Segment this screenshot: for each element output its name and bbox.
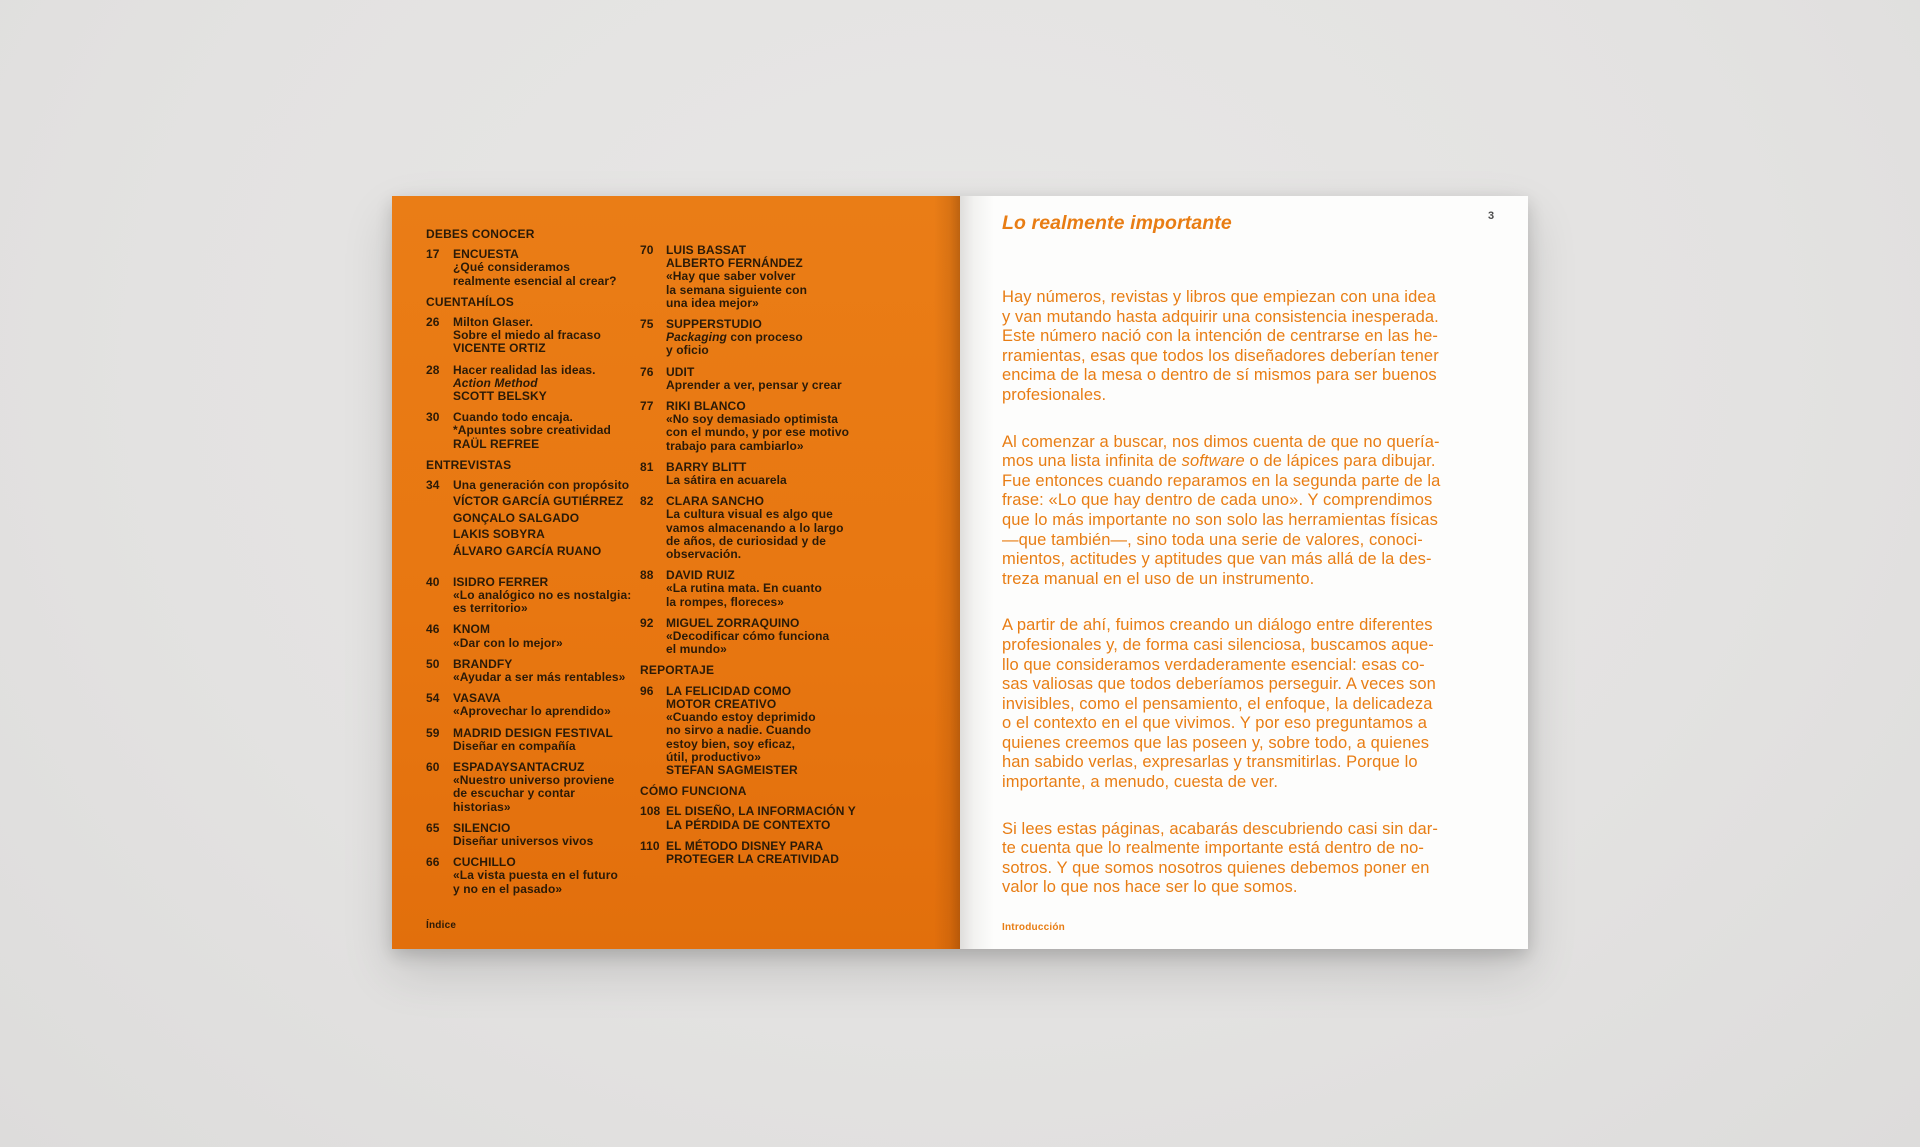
toc-footer-label: Índice	[426, 920, 457, 931]
toc-entry-line	[453, 835, 632, 848]
toc-entry-number: 30	[426, 410, 440, 425]
text-segment: Una generación con propósito	[453, 478, 630, 493]
text-segment: vamos almacenando a lo largo	[666, 520, 844, 535]
toc-entry-lines	[453, 727, 632, 753]
toc-entry-line	[453, 512, 632, 525]
text-segment: han sabido verlas, expresarlas y transmitirlas. Porque lo	[1002, 753, 1418, 772]
text-segment: Action Method	[453, 375, 538, 390]
text-segment: sotros. Y que somos nosotros quienes debemos poner en	[1002, 858, 1430, 877]
text-segment: ÁLVARO GARCÍA RUANO	[453, 543, 602, 558]
text-segment: la semana siguiente con	[666, 282, 808, 297]
text-segment: Cuando todo encaja.	[453, 410, 573, 425]
text-segment: que lo más importante no son solo las herramientas físicas	[1002, 510, 1438, 529]
toc-entry	[426, 576, 632, 616]
text-segment: SUPPERSTUDIO	[666, 317, 762, 332]
toc-entry-lines	[453, 623, 632, 649]
text-segment: Al comenzar a buscar, nos dimos cuenta de que no quería-	[1002, 432, 1440, 451]
text-segment: útil, productivo»	[666, 749, 762, 764]
toc-entry-line	[666, 819, 870, 832]
toc-entry-line	[666, 379, 870, 392]
toc-entry-lines	[666, 244, 870, 310]
toc-entry-number: 40	[426, 574, 440, 589]
toc-section-heading: CÓMO FUNCIONA	[640, 784, 747, 799]
text-segment: ¿Qué consideramos	[453, 260, 571, 275]
toc-entry-line	[453, 705, 632, 718]
text-segment: LA FELICIDAD COMO	[666, 683, 792, 698]
toc-entry-line	[666, 548, 870, 561]
toc-column-1	[426, 228, 632, 904]
toc-entry-number: 75	[640, 317, 654, 332]
toc-entry-number: 60	[426, 760, 440, 775]
toc-entry-number: 88	[640, 568, 654, 583]
intro-paragraph	[1002, 288, 1482, 406]
text-segment: observación.	[666, 547, 742, 562]
text-segment: y oficio	[666, 343, 709, 358]
toc-entry-line	[453, 637, 632, 650]
toc-entry-line	[666, 764, 870, 777]
intro-paragraph	[1002, 820, 1482, 898]
toc-entry	[426, 364, 632, 404]
toc-entry	[640, 685, 870, 777]
toc-entry-lines	[453, 692, 632, 718]
text-segment: rramientas, esas que todos los diseñadores deberían tener	[1002, 346, 1439, 365]
toc-entry-lines	[453, 316, 632, 356]
text-segment: Sobre el miedo al fracaso	[453, 328, 601, 343]
text-segment: «No soy demasiado optimista	[666, 412, 839, 427]
text-segment: DAVID RUIZ	[666, 568, 735, 583]
text-segment: ENCUESTA	[453, 247, 519, 262]
toc-entry	[640, 244, 870, 310]
text-segment: profesionales.	[1002, 385, 1107, 404]
toc-entry-lines	[666, 461, 870, 487]
toc-entry-number: 66	[426, 855, 440, 870]
toc-entry-line	[666, 440, 870, 453]
toc-entry-line	[666, 596, 870, 609]
toc-entry-number: 76	[640, 364, 654, 379]
text-segment: Packaging	[666, 330, 727, 345]
toc-entry-number: 65	[426, 820, 440, 835]
toc-entry-line	[666, 643, 870, 656]
text-segment: ALBERTO FERNÁNDEZ	[666, 256, 803, 271]
toc-entry	[426, 761, 632, 814]
toc-entry	[640, 805, 870, 831]
text-segment: «Nuestro universo proviene	[453, 773, 615, 788]
text-segment: mientos, actitudes y aptitudes que van más allá de la des-	[1002, 550, 1432, 569]
text-segment: no sirvo a nadie. Cuando	[666, 723, 812, 738]
toc-entry-line	[453, 883, 632, 896]
text-segment: o el contexto en el que vivimos. Y por eso preguntamos a	[1002, 714, 1428, 733]
text-segment: sas valiosas que todos deberíamos perseguir. A veces son	[1002, 675, 1436, 694]
text-segment: Diseñar en compañía	[453, 738, 576, 753]
toc-entry	[426, 727, 632, 753]
toc-entry-lines	[666, 366, 870, 392]
page-title: Lo realmente importante	[1002, 212, 1232, 234]
toc-entry-line	[453, 390, 632, 403]
text-segment: ISIDRO FERRER	[453, 574, 549, 589]
text-segment: o de lápices para dibujar.	[1244, 452, 1436, 471]
toc-entry-line	[453, 545, 632, 558]
text-segment: «Ayudar a ser más rentables»	[453, 670, 626, 685]
text-segment: MADRID DESIGN FESTIVAL	[453, 725, 613, 740]
toc-section-heading: ENTREVISTAS	[426, 457, 512, 472]
toc-entry-number: 108	[640, 804, 661, 819]
text-segment: treza manual en el uso de un instrumento.	[1002, 569, 1315, 588]
text-segment: Aprender a ver, pensar y crear	[666, 377, 842, 392]
text-segment: frase: «Lo que hay dentro de cada uno». Y comprendimos	[1002, 491, 1433, 510]
text-segment: MIGUEL ZORRAQUINO	[666, 615, 800, 630]
text-segment: —que también—, sino toda una serie de valores, conoci-	[1002, 530, 1423, 549]
text-segment: Fue entonces cuando reparamos en la segunda parte de la	[1002, 471, 1441, 490]
toc-section-heading: CUENTAHÍLOS	[426, 294, 514, 309]
toc-section-heading: DEBES CONOCER	[426, 227, 535, 241]
text-segment: de escuchar y contar historias»	[453, 786, 576, 814]
toc-entry-line	[666, 297, 870, 310]
toc-entry-number: 28	[426, 362, 440, 377]
toc-column-2	[640, 244, 870, 874]
toc-entry-number: 26	[426, 315, 440, 330]
toc-entry	[640, 366, 870, 392]
text-segment: realmente esencial al crear?	[453, 273, 617, 288]
text-segment: SILENCIO	[453, 820, 511, 835]
toc-entry-line	[453, 671, 632, 684]
text-segment: «Lo analógico no es nostalgia:	[453, 588, 632, 603]
toc-entry-lines	[666, 805, 870, 831]
toc-entry	[640, 400, 870, 453]
text-segment: encima de la mesa o dentro de sí mismos para ser buenos	[1002, 366, 1437, 385]
text-segment: ESPADAYSANTACRUZ	[453, 760, 585, 775]
toc-entry	[640, 495, 870, 561]
toc-page	[392, 196, 960, 949]
toc-entry-lines	[453, 856, 632, 896]
text-segment: LA PÉRDIDA DE CONTEXTO	[666, 817, 831, 832]
text-segment: Este número nació con la intención de centrarse en las he-	[1002, 327, 1438, 346]
text-segment: «La rutina mata. En cuanto	[666, 581, 822, 596]
text-segment: STEFAN SAGMEISTER	[666, 762, 798, 777]
intro-page	[960, 196, 1528, 949]
toc-entry-line	[666, 344, 870, 357]
text-segment: A partir de ahí, fuimos creando un diálogo entre diferentes	[1002, 616, 1433, 635]
toc-entry	[640, 617, 870, 657]
text-segment: GONÇALO SALGADO	[453, 510, 580, 525]
text-segment: *Apuntes sobre creatividad	[453, 423, 611, 438]
text-segment: llo que consideramos verdaderamente esencial: esas co-	[1002, 655, 1425, 674]
text-segment: EL MÉTODO DISNEY PARA	[666, 838, 824, 853]
page-number: 3	[1488, 210, 1495, 222]
toc-entry-number: 92	[640, 615, 654, 630]
text-segment: quienes creemos que las poseen y, sobre todo, a quienes	[1002, 733, 1430, 752]
toc-entry-line	[453, 602, 632, 615]
text-segment: BARRY BLITT	[666, 459, 747, 474]
toc-entry-lines	[666, 569, 870, 609]
toc-entry-line	[453, 787, 632, 813]
text-segment: VICENTE ORTIZ	[453, 341, 546, 356]
toc-entry	[426, 822, 632, 848]
text-segment: RAÜL REFREE	[453, 436, 540, 451]
intro-paragraph	[1002, 616, 1482, 792]
text-segment: Milton Glaser.	[453, 315, 534, 330]
toc-entry	[426, 411, 632, 451]
toc-entry	[426, 479, 632, 558]
text-segment: KNOM	[453, 622, 491, 637]
text-segment: y van mutando hasta adquirir una consistencia inesperada.	[1002, 307, 1439, 326]
text-segment: software	[1181, 452, 1245, 471]
text-segment: con el mundo, y por ese motivo	[666, 425, 850, 440]
toc-entry-line	[453, 479, 632, 492]
text-segment: el mundo»	[666, 642, 727, 657]
toc-entry-number: 50	[426, 656, 440, 671]
text-segment: «Dar con lo mejor»	[453, 635, 563, 650]
intro-body	[1002, 288, 1482, 925]
text-segment: RIKI BLANCO	[666, 399, 746, 414]
toc-entry-line	[453, 342, 632, 355]
toc-entry-number: 59	[426, 725, 440, 740]
text-segment: LAKIS SOBYRA	[453, 527, 545, 542]
toc-entry-line	[666, 474, 870, 487]
text-segment: EL DISEÑO, LA INFORMACIÓN Y	[666, 804, 856, 819]
text-segment: CUCHILLO	[453, 855, 516, 870]
text-segment: UDIT	[666, 364, 695, 379]
text-segment: importante, a menudo, cuesta de ver.	[1002, 773, 1279, 792]
text-segment: con proceso	[726, 330, 803, 345]
toc-entry-line	[666, 853, 870, 866]
toc-entry-number: 46	[426, 622, 440, 637]
toc-entry-lines	[453, 411, 632, 451]
text-segment: BRANDFY	[453, 656, 513, 671]
text-segment: Hay números, revistas y libros que empiezan con una idea	[1002, 288, 1436, 306]
text-segment: de años, de curiosidad y de	[666, 533, 827, 548]
toc-entry-lines	[453, 479, 632, 558]
text-segment: «Decodificar cómo funciona	[666, 629, 830, 644]
toc-entry-lines	[666, 400, 870, 453]
text-segment: La sátira en acuarela	[666, 473, 787, 488]
intro-footer-label: Introducción	[1002, 922, 1065, 933]
text-segment: MOTOR CREATIVO	[666, 696, 777, 711]
text-segment: PROTEGER LA CREATIVIDAD	[666, 851, 839, 866]
toc-entry-line	[453, 275, 632, 288]
toc-entry-line	[453, 438, 632, 451]
text-segment: LUIS BASSAT	[666, 243, 747, 257]
text-segment: mos una lista infinita de	[1002, 452, 1182, 471]
toc-entry-lines	[666, 318, 870, 358]
toc-entry-line	[453, 495, 632, 508]
text-segment: SCOTT BELSKY	[453, 389, 547, 404]
text-segment: CLARA SANCHO	[666, 494, 765, 509]
text-segment: profesionales y, de forma casi silenciosa, buscamos aque-	[1002, 635, 1434, 654]
text-segment: VÍCTOR GARCÍA GUTIÉRREZ	[453, 494, 624, 509]
toc-entry	[426, 856, 632, 896]
text-segment: La cultura visual es algo que	[666, 507, 833, 522]
text-segment: Diseñar universos vivos	[453, 834, 594, 849]
text-segment: y no en el pasado»	[453, 881, 563, 896]
text-segment: «Hay que saber volver	[666, 269, 796, 284]
text-segment: VASAVA	[453, 691, 501, 706]
toc-entry-lines	[453, 658, 632, 684]
toc-entry-number: 70	[640, 243, 654, 257]
toc-entry-number: 81	[640, 459, 654, 474]
toc-entry-lines	[666, 840, 870, 866]
text-segment: Hacer realidad las ideas.	[453, 362, 596, 377]
toc-entry-number: 54	[426, 691, 440, 706]
toc-entry-number: 17	[426, 247, 440, 262]
text-segment: trabajo para cambiarlo»	[666, 438, 804, 453]
toc-entry-number: 82	[640, 494, 654, 509]
book-spread	[392, 196, 1528, 949]
text-segment: «Aprovechar lo aprendido»	[453, 704, 611, 719]
toc-entry	[640, 840, 870, 866]
toc-section-heading: REPORTAJE	[640, 663, 715, 678]
text-segment: una idea mejor»	[666, 295, 759, 310]
text-segment: valor lo que nos hace ser lo que somos.	[1002, 878, 1298, 897]
toc-entry	[640, 318, 870, 358]
toc-entry-lines	[666, 617, 870, 657]
toc-entry-line	[453, 740, 632, 753]
toc-entry	[426, 248, 632, 288]
toc-entry-number: 96	[640, 683, 654, 698]
toc-entry	[640, 569, 870, 609]
text-segment: «Cuando estoy deprimido	[666, 710, 816, 725]
toc-entry-number: 77	[640, 399, 654, 414]
toc-entry-lines	[453, 761, 632, 814]
text-segment: la rompes, floreces»	[666, 594, 785, 609]
toc-entry-number: 110	[640, 838, 660, 853]
toc-entry	[426, 658, 632, 684]
text-segment: es territorio»	[453, 601, 528, 616]
text-segment: estoy bien, soy eficaz,	[666, 736, 796, 751]
toc-entry	[426, 623, 632, 649]
toc-entry-lines	[453, 822, 632, 848]
toc-entry-line	[453, 528, 632, 541]
toc-entry	[426, 692, 632, 718]
text-segment: «La vista puesta en el futuro	[453, 868, 618, 883]
toc-entry-number: 34	[426, 478, 440, 493]
toc-entry-lines	[453, 364, 632, 404]
text-segment: te cuenta que lo realmente importante está dentro de no-	[1002, 839, 1425, 858]
toc-entry	[426, 316, 632, 356]
toc-entry-lines	[666, 685, 870, 777]
toc-entry-lines	[666, 495, 870, 561]
text-segment: Si lees estas páginas, acabarás descubriendo casi sin dar-	[1002, 819, 1438, 838]
toc-entry	[640, 461, 870, 487]
intro-paragraph	[1002, 433, 1482, 590]
toc-entry-lines	[453, 576, 632, 616]
text-segment: invisibles, como el pensamiento, el enfoque, la delicadeza	[1002, 694, 1433, 713]
toc-entry-lines	[453, 248, 632, 288]
